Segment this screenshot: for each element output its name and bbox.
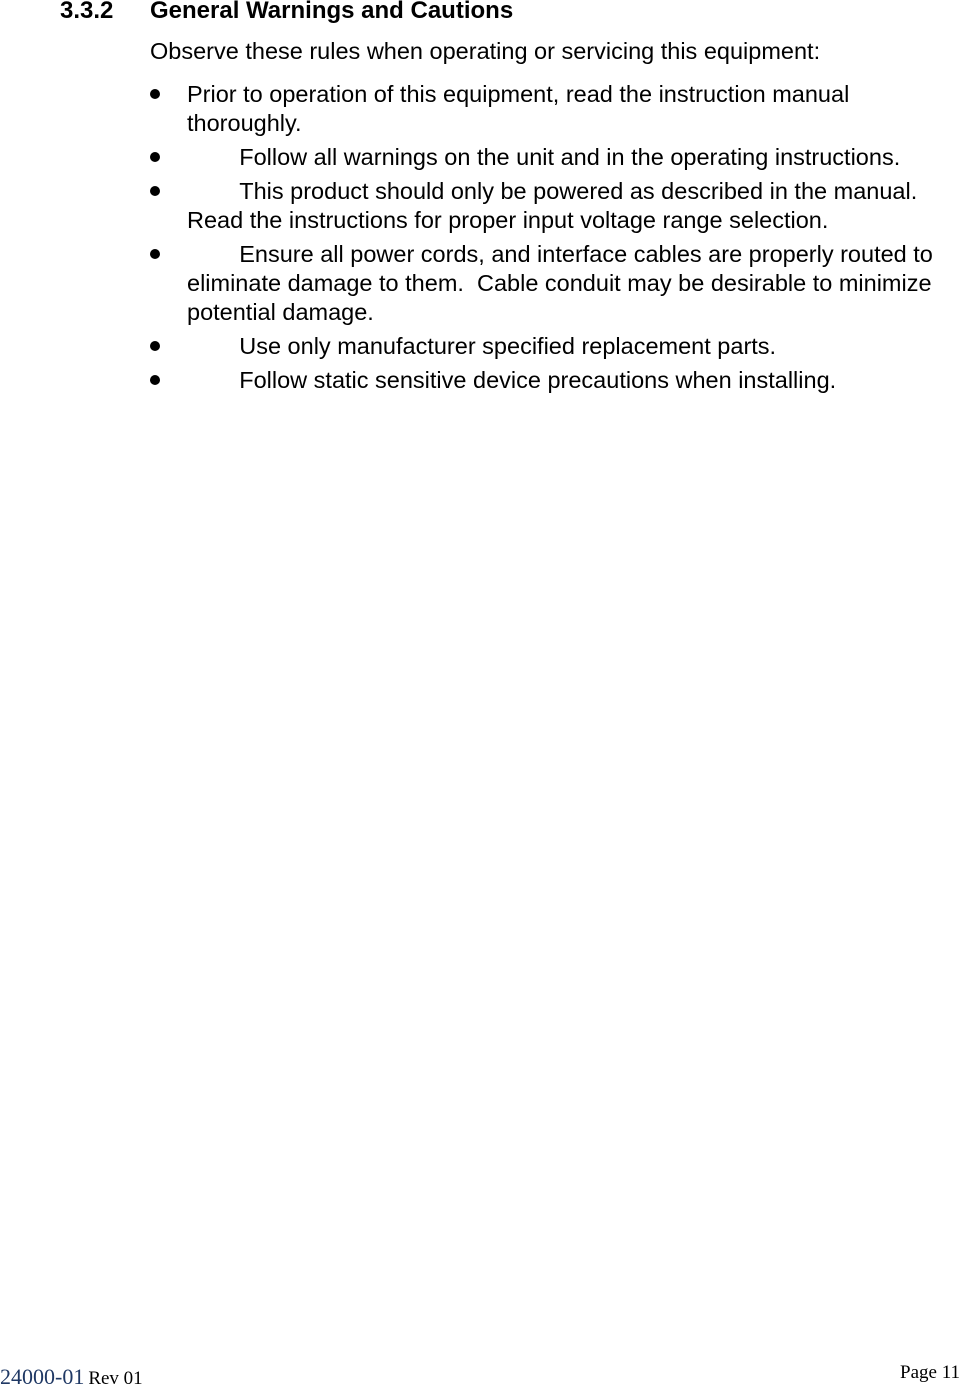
- section-heading: [60, 0, 513, 25]
- list-item-text: Follow all warnings on the unit and in the operating instructions.: [187, 144, 901, 170]
- footer-revision: Rev 01: [88, 1368, 143, 1389]
- list-item: [150, 80, 968, 138]
- bullet-icon: [150, 375, 160, 385]
- list-item-text: Use only manufacturer specified replacement parts.: [187, 333, 777, 359]
- warnings-list: [150, 80, 968, 400]
- bullet-icon: [150, 249, 160, 259]
- list-item-text: Prior to operation of this equipment, read the instruction manual thoroughly.: [187, 81, 856, 136]
- list-item: [150, 366, 968, 395]
- list-item: [150, 332, 968, 361]
- footer-doc-number: 24000-01: [0, 1364, 85, 1389]
- bullet-icon: [150, 152, 160, 162]
- footer-doc-info: [0, 1364, 143, 1390]
- list-item-text: Ensure all power cords, and interface cables are properly routed to eliminate damage to them. Cable conduit may be desirable to minimize potential damage.: [187, 241, 940, 325]
- bullet-icon: [150, 89, 160, 99]
- list-item-text: Follow static sensitive device precautions when installing.: [187, 367, 837, 393]
- section-title: General Warnings and Cautions: [150, 0, 514, 24]
- bullet-icon: [150, 341, 160, 351]
- list-item: [150, 143, 968, 172]
- list-item: [150, 240, 968, 327]
- bullet-icon: [150, 186, 160, 196]
- footer-page-number: Page 11: [900, 1362, 960, 1383]
- intro-paragraph: Observe these rules when operating or servicing this equipment:: [150, 38, 821, 64]
- list-item: [150, 177, 968, 235]
- list-item-text: This product should only be powered as described in the manual. Read the instructions for proper input voltage range selection.: [187, 178, 924, 233]
- section-number: 3.3.2: [60, 0, 114, 24]
